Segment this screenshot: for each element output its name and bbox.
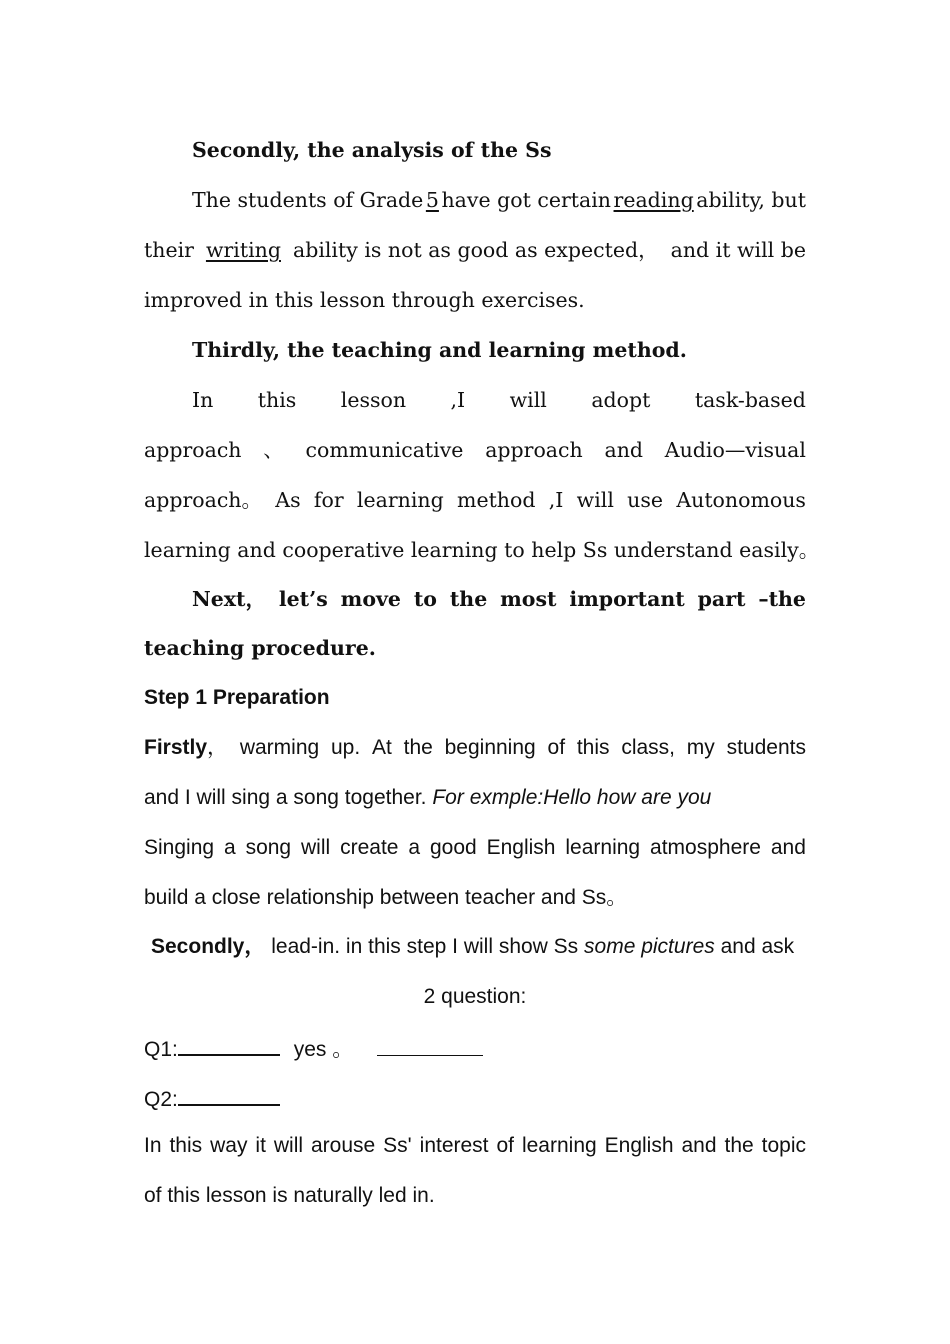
word: good bbox=[429, 836, 477, 859]
word: of bbox=[547, 736, 566, 759]
word: adopt bbox=[591, 388, 651, 412]
word: song bbox=[245, 836, 292, 859]
step-1-title: Step 1 Preparation bbox=[144, 686, 330, 709]
word: this bbox=[257, 388, 297, 412]
method-line-4: learning and cooperative learning to help Ss understand easily。 bbox=[144, 538, 820, 562]
word: ,I bbox=[548, 488, 564, 512]
word: In bbox=[144, 1134, 162, 1157]
firstly-bold: Firstly bbox=[144, 736, 208, 759]
word: important bbox=[569, 587, 685, 611]
word: the bbox=[724, 1134, 754, 1157]
word: the bbox=[403, 736, 433, 759]
word: and bbox=[770, 836, 806, 859]
method-line-3 bbox=[144, 485, 806, 515]
word: let’s bbox=[278, 587, 328, 611]
text-segment: lead-in. in this step I will show Ss bbox=[271, 935, 579, 958]
text-segment: their bbox=[144, 238, 194, 262]
word: and bbox=[681, 1134, 717, 1157]
word: learning bbox=[521, 1134, 597, 1157]
q1-line bbox=[144, 1032, 806, 1062]
question-count: 2 question: bbox=[423, 985, 527, 1008]
word: English bbox=[486, 836, 556, 859]
paragraph-ss-line-3: improved in this lesson through exercises. bbox=[144, 288, 585, 312]
word: a bbox=[408, 836, 421, 859]
word: up. bbox=[330, 736, 361, 759]
word: my bbox=[686, 736, 715, 759]
q2-blank bbox=[178, 1082, 280, 1106]
word: for bbox=[313, 488, 344, 512]
word: Ss' bbox=[383, 1134, 412, 1157]
word: will bbox=[273, 1134, 304, 1157]
word: As bbox=[275, 488, 301, 512]
word: atmosphere bbox=[650, 836, 761, 859]
word: approach bbox=[144, 438, 242, 462]
word: this bbox=[576, 736, 610, 759]
firstly-line-1 bbox=[144, 733, 806, 763]
paragraph-ss-line-1 bbox=[192, 185, 806, 215]
closing-line-1 bbox=[144, 1131, 806, 1161]
word: Singing bbox=[144, 836, 215, 859]
paragraph-ss-line-2 bbox=[144, 235, 806, 265]
word: communicative bbox=[305, 438, 464, 462]
closing-line-2: of this lesson is naturally led in. bbox=[144, 1184, 435, 1207]
word: move bbox=[340, 587, 401, 611]
grade-value: 5 bbox=[425, 188, 439, 212]
example-song: For exmple:Hello how are you bbox=[432, 786, 712, 809]
singing-line-2: build a close relationship between teacher and Ss。 bbox=[144, 886, 628, 909]
word: beginning bbox=[444, 736, 536, 759]
word: will bbox=[301, 836, 331, 859]
q2-label: Q2: bbox=[144, 1088, 178, 1111]
next-heading-line-1 bbox=[192, 584, 806, 614]
word: interest bbox=[419, 1134, 489, 1157]
secondly-line bbox=[151, 932, 806, 962]
word: –the bbox=[758, 587, 806, 611]
word: class, bbox=[621, 736, 675, 759]
some-pictures-italic: some pictures bbox=[584, 935, 715, 958]
text-segment: and ask bbox=[720, 935, 795, 958]
word: will bbox=[509, 388, 547, 412]
word: a bbox=[223, 836, 236, 859]
word: method bbox=[457, 488, 536, 512]
q1-label: Q1: bbox=[144, 1038, 178, 1061]
word: most bbox=[500, 587, 557, 611]
word: topic bbox=[761, 1134, 806, 1157]
text-segment: and I will sing a song together. bbox=[144, 786, 427, 809]
word: way bbox=[210, 1134, 248, 1157]
singing-line-1 bbox=[144, 833, 806, 863]
q1-answer-blank bbox=[377, 1033, 483, 1056]
word: task-based bbox=[694, 388, 806, 412]
text-segment: The students of Grade bbox=[192, 188, 424, 212]
q1-blank bbox=[178, 1032, 280, 1056]
word: Next， bbox=[192, 587, 266, 611]
word: ,I bbox=[450, 388, 466, 412]
word: arouse bbox=[311, 1134, 376, 1157]
word: this bbox=[169, 1134, 203, 1157]
word: part bbox=[697, 587, 746, 611]
method-line-2 bbox=[144, 435, 806, 465]
word: the bbox=[449, 587, 488, 611]
next-heading-line-2: teaching procedure. bbox=[144, 636, 376, 660]
word: of bbox=[496, 1134, 514, 1157]
word: lesson bbox=[340, 388, 407, 412]
word: students bbox=[726, 736, 806, 759]
text-segment: ability, but bbox=[696, 188, 806, 212]
firstly-line-2 bbox=[144, 783, 806, 813]
word: In bbox=[192, 388, 214, 412]
word: Audio—visual bbox=[664, 438, 806, 462]
text-segment: ability is not as good as expected， bbox=[292, 238, 659, 262]
word: learning bbox=[356, 488, 444, 512]
word: it bbox=[255, 1134, 266, 1157]
word: English bbox=[604, 1134, 674, 1157]
text-segment: have got certain bbox=[441, 188, 611, 212]
heading-analysis-of-ss: Secondly, the analysis of the Ss bbox=[192, 138, 552, 162]
q1-answer: yes 。 bbox=[293, 1038, 354, 1061]
word: warming bbox=[239, 736, 320, 759]
word: create bbox=[340, 836, 399, 859]
word: learning bbox=[565, 836, 641, 859]
word: will bbox=[576, 488, 614, 512]
writing-underlined: writing bbox=[205, 238, 281, 262]
firstly-comma: ， bbox=[207, 736, 229, 759]
word: and bbox=[604, 438, 644, 462]
word: 、 bbox=[263, 438, 284, 462]
firstly-label bbox=[144, 733, 228, 763]
text-segment: and it will be bbox=[670, 238, 806, 262]
method-line-1 bbox=[192, 385, 806, 415]
word: approach。 bbox=[144, 488, 263, 512]
word: to bbox=[413, 587, 437, 611]
word: use bbox=[627, 488, 664, 512]
word: approach bbox=[485, 438, 583, 462]
reading-underlined: reading bbox=[613, 188, 694, 212]
q2-line bbox=[144, 1082, 806, 1112]
heading-teaching-method: Thirdly, the teaching and learning method. bbox=[192, 338, 687, 362]
secondly-label: Secondly， bbox=[151, 935, 266, 958]
word: Autonomous bbox=[676, 488, 806, 512]
word: At bbox=[371, 736, 392, 759]
